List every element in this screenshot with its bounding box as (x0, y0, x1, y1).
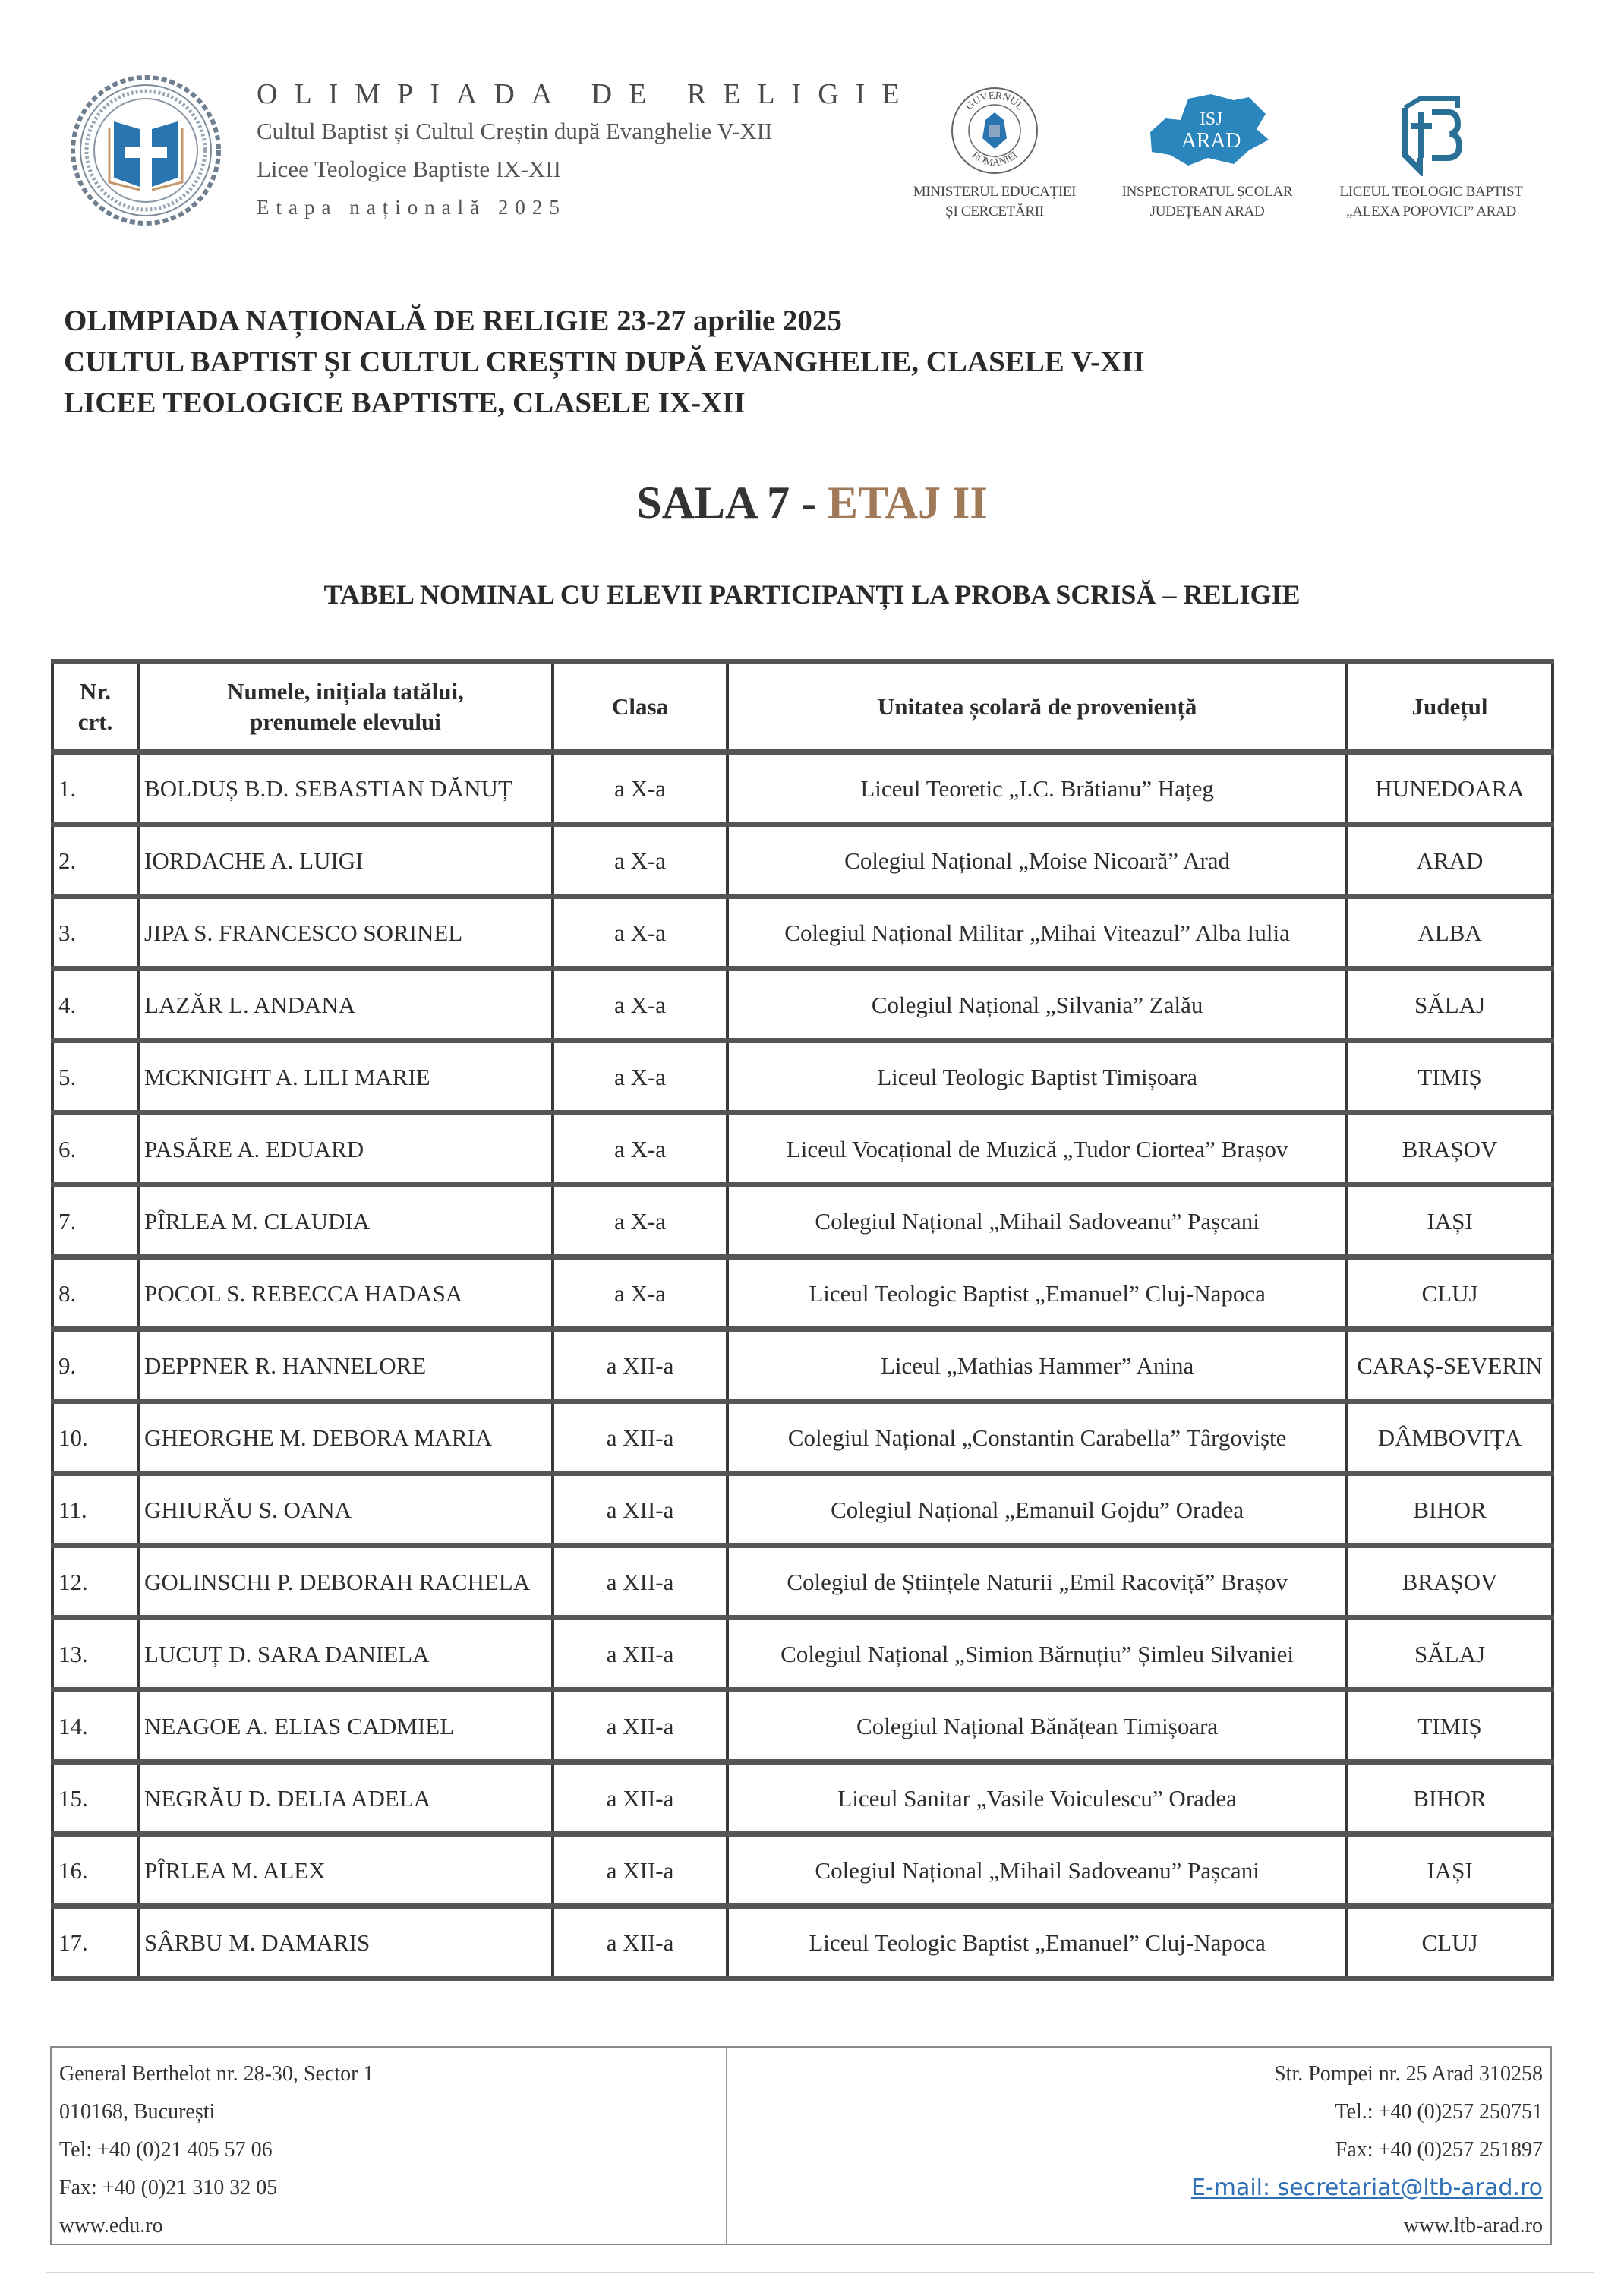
cell-nr: 5. (52, 1041, 138, 1113)
svg-text:ARAD: ARAD (1181, 129, 1241, 153)
partner-ministry-line-2: ȘI CERCETĂRII (945, 203, 1044, 219)
cell-nr: 2. (52, 825, 138, 897)
cell-name: GOLINSCHI P. DEBORAH RACHELA (138, 1546, 553, 1618)
table-row (52, 1690, 1553, 1762)
cell-county: CARAȘ-SEVERIN (1347, 1329, 1553, 1402)
letterhead-line-1: Cultul Baptist și Cultul Creștin după Evanghelie V-XII (257, 118, 773, 144)
cell-class: a XII-a (553, 1834, 727, 1906)
cell-county: HUNEDOARA (1347, 752, 1553, 825)
partner-ltb-line-1: LICEUL TEOLOGIC BAPTIST (1339, 184, 1523, 200)
footer-school-fax: Fax: +40 (0)257 251897 (1335, 2138, 1543, 2162)
footer-ministry-contact (52, 2048, 727, 2244)
heading-cults: CULTUL BAPTIST ȘI CULTUL CREȘTIN DUPĂ EVANGHELIE, CLASELE V-XII (64, 345, 1145, 378)
cell-nr: 9. (52, 1329, 138, 1402)
table-row (52, 825, 1553, 897)
cell-county: BIHOR (1347, 1762, 1553, 1834)
cell-class: a XII-a (553, 1546, 727, 1618)
cell-class: a XII-a (553, 1618, 727, 1690)
table-subtitle: TABEL NOMINAL CU ELEVII PARTICIPANȚI LA PROBA SCRISĂ – RELIGIE (323, 579, 1301, 610)
cell-county: TIMIȘ (1347, 1041, 1553, 1113)
cell-nr: 3. (52, 897, 138, 969)
cell-school: Colegiul Național „Mihail Sadoveanu” Pașcani (727, 1185, 1347, 1257)
olympiad-title: OLIMPIADA DE RELIGIE (257, 78, 916, 110)
footer-ministry-tel: Tel: +40 (0)21 405 57 06 (59, 2138, 273, 2162)
cell-nr: 16. (52, 1834, 138, 1906)
cell-county: BRAȘOV (1347, 1546, 1553, 1618)
cell-nr: 15. (52, 1762, 138, 1834)
cell-county: CLUJ (1347, 1257, 1553, 1329)
cell-name: GHEORGHE M. DEBORA MARIA (138, 1402, 553, 1474)
header-nr (52, 662, 138, 752)
cell-name: NEGRĂU D. DELIA ADELA (138, 1762, 553, 1834)
cell-nr: 17. (52, 1906, 138, 1979)
cell-school: Colegiul Național „Silvania” Zalău (727, 969, 1347, 1041)
cell-name: POCOL S. REBECCA HADASA (138, 1257, 553, 1329)
svg-text:GUVERNUL: GUVERNUL (963, 90, 1026, 113)
cell-school: Liceul Teoretic „I.C. Brătianu” Hațeg (727, 752, 1347, 825)
table-row (52, 1113, 1553, 1185)
cell-school: Liceul „Mathias Hammer” Anina (727, 1329, 1347, 1402)
cell-name: DEPPNER R. HANNELORE (138, 1329, 553, 1402)
footer-ministry-fax: Fax: +40 (0)21 310 32 05 (59, 2176, 278, 2200)
letterhead-stage: Etapa națională 2025 (257, 196, 566, 219)
cell-nr: 12. (52, 1546, 138, 1618)
document-headings (64, 301, 1145, 424)
header-nr-line-2: crt. (77, 708, 113, 735)
cell-nr: 11. (52, 1474, 138, 1546)
partner-ltb-line-2: „ALEXA POPOVICI” ARAD (1346, 203, 1516, 219)
footer-school-tel: Tel.: +40 (0)257 250751 (1335, 2100, 1543, 2124)
table-row (52, 1546, 1553, 1618)
cell-school: Colegiul Național „Mihail Sadoveanu” Pașcani (727, 1834, 1347, 1906)
partner-ministry (881, 85, 1108, 222)
cell-school: Colegiul de Științele Naturii „Emil Racoviță” Brașov (727, 1546, 1347, 1618)
footer-school-address: Str. Pompei nr. 25 Arad 310258 (1274, 2062, 1543, 2086)
cell-county: SĂLAJ (1347, 969, 1553, 1041)
header-name-line-2: prenumele elevului (250, 708, 441, 735)
cell-nr: 8. (52, 1257, 138, 1329)
cell-class: a XII-a (553, 1762, 727, 1834)
room-title (0, 477, 1624, 529)
table-header-row (52, 662, 1553, 752)
cell-county: CLUJ (1347, 1906, 1553, 1979)
cell-county: TIMIȘ (1347, 1690, 1553, 1762)
cell-nr: 13. (52, 1618, 138, 1690)
cell-name: SÂRBU M. DAMARIS (138, 1906, 553, 1979)
cell-class: a XII-a (553, 1402, 727, 1474)
header-nr-line-1: Nr. (79, 678, 112, 705)
government-seal-icon (949, 85, 1040, 176)
cell-class: a XII-a (553, 1474, 727, 1546)
cell-school: Colegiul Național Bănățean Timișoara (727, 1690, 1347, 1762)
cell-class: a X-a (553, 1185, 727, 1257)
heading-schools: LICEE TEOLOGICE BAPTISTE, CLASELE IX-XII (64, 386, 746, 419)
isj-arad-map-icon (1135, 85, 1279, 176)
footer-school-email-link[interactable]: E-mail: secretariat@ltb-arad.ro (1190, 2175, 1543, 2201)
cell-county: DÂMBOVIȚA (1347, 1402, 1553, 1474)
table-body (52, 752, 1553, 1979)
footer-ministry-city: 010168, București (59, 2100, 216, 2124)
cell-nr: 1. (52, 752, 138, 825)
table-row (52, 1834, 1553, 1906)
room-number: SALA 7 - (636, 478, 828, 528)
room-floor: ETAJ II (828, 478, 988, 528)
cell-class: a X-a (553, 825, 727, 897)
participants-table (51, 659, 1554, 1981)
cell-school: Colegiul Național „Moise Nicoară” Arad (727, 825, 1347, 897)
cell-nr: 4. (52, 969, 138, 1041)
ltb-shield-icon (1397, 85, 1465, 176)
cell-school: Colegiul Național „Constantin Carabella” Târgoviște (727, 1402, 1347, 1474)
table-row (52, 1185, 1553, 1257)
cell-nr: 14. (52, 1690, 138, 1762)
cell-county: BIHOR (1347, 1474, 1553, 1546)
cell-name: PÎRLEA M. CLAUDIA (138, 1185, 553, 1257)
table-row (52, 1402, 1553, 1474)
table-row (52, 1041, 1553, 1113)
partner-ltb (1317, 85, 1545, 222)
cell-school: Colegiul Național Militar „Mihai Viteazul” Alba Iulia (727, 897, 1347, 969)
table-row (52, 1906, 1553, 1979)
cell-name: PÎRLEA M. ALEX (138, 1834, 553, 1906)
partner-isj-line-2: JUDEȚEAN ARAD (1149, 203, 1265, 219)
cell-nr: 7. (52, 1185, 138, 1257)
svg-text:ROMÂNIEI: ROMÂNIEI (969, 150, 1020, 169)
cell-class: a X-a (553, 969, 727, 1041)
cell-county: IAȘI (1347, 1834, 1553, 1906)
cell-school: Colegiul Național „Emanuil Gojdu” Oradea (727, 1474, 1347, 1546)
cell-name: NEAGOE A. ELIAS CADMIEL (138, 1690, 553, 1762)
cell-county: ALBA (1347, 897, 1553, 969)
bottom-divider (46, 2272, 1594, 2273)
cell-school: Liceul Teologic Baptist „Emanuel” Cluj-Napoca (727, 1906, 1347, 1979)
footer-school-web-link[interactable]: www.ltb-arad.ro (1403, 2214, 1543, 2238)
header-class: Clasa (553, 662, 727, 752)
heading-olympiad: OLIMPIADA NAȚIONALĂ DE RELIGIE 23-27 aprilie 2025 (64, 304, 842, 337)
table-row (52, 1474, 1553, 1546)
partner-isj-line-1: INSPECTORATUL ȘCOLAR (1121, 184, 1293, 200)
table-row (52, 897, 1553, 969)
footer-ministry-web-link[interactable]: www.edu.ro (59, 2214, 163, 2238)
table-row (52, 1257, 1553, 1329)
footer-ministry-address: General Berthelot nr. 28-30, Sector 1 (59, 2062, 374, 2086)
cell-county: IAȘI (1347, 1185, 1553, 1257)
cell-name: IORDACHE A. LUIGI (138, 825, 553, 897)
svg-text:ISJ: ISJ (1200, 109, 1222, 129)
cell-class: a XII-a (553, 1690, 727, 1762)
footer (50, 2046, 1552, 2245)
partner-ministry-line-1: MINISTERUL EDUCAȚIEI (913, 184, 1077, 200)
cell-name: GHIURĂU S. OANA (138, 1474, 553, 1546)
header-county: Județul (1347, 662, 1553, 752)
cell-class: a X-a (553, 1257, 727, 1329)
cell-name: MCKNIGHT A. LILI MARIE (138, 1041, 553, 1113)
cell-school: Liceul Teologic Baptist „Emanuel” Cluj-Napoca (727, 1257, 1347, 1329)
cell-name: JIPA S. FRANCESCO SORINEL (138, 897, 553, 969)
cell-school: Colegiul Național „Simion Bărnuțiu” Șimleu Silvaniei (727, 1618, 1347, 1690)
table-row (52, 752, 1553, 825)
cell-nr: 6. (52, 1113, 138, 1185)
cell-name: LAZĂR L. ANDANA (138, 969, 553, 1041)
cell-class: a X-a (553, 897, 727, 969)
cell-county: SĂLAJ (1347, 1618, 1553, 1690)
cell-class: a X-a (553, 1041, 727, 1113)
cell-nr: 10. (52, 1402, 138, 1474)
table-row (52, 969, 1553, 1041)
cell-class: a X-a (553, 752, 727, 825)
letterhead-line-2: Licee Teologice Baptiste IX-XII (257, 156, 561, 182)
cell-class: a XII-a (553, 1329, 727, 1402)
header-school: Unitatea școlară de proveniență (727, 662, 1347, 752)
header-name-line-1: Numele, inițiala tatălui, (227, 678, 464, 705)
cell-county: ARAD (1347, 825, 1553, 897)
cell-name: PASĂRE A. EDUARD (138, 1113, 553, 1185)
letterhead-text (257, 76, 916, 226)
partner-isj (1105, 85, 1310, 222)
cell-class: a XII-a (553, 1906, 727, 1979)
olympiad-seal-icon (70, 74, 222, 226)
cell-class: a X-a (553, 1113, 727, 1185)
table-row (52, 1329, 1553, 1402)
cell-school: Liceul Sanitar „Vasile Voiculescu” Oradea (727, 1762, 1347, 1834)
cell-name: LUCUȚ D. SARA DANIELA (138, 1618, 553, 1690)
cell-county: BRAȘOV (1347, 1113, 1553, 1185)
cell-school: Liceul Teologic Baptist Timișoara (727, 1041, 1347, 1113)
table-row (52, 1618, 1553, 1690)
footer-school-contact (727, 2048, 1550, 2244)
table-row (52, 1762, 1553, 1834)
header-name (138, 662, 553, 752)
cell-name: BOLDUȘ B.D. SEBASTIAN DĂNUȚ (138, 752, 553, 825)
cell-school: Liceul Vocațional de Muzică „Tudor Ciortea” Brașov (727, 1113, 1347, 1185)
